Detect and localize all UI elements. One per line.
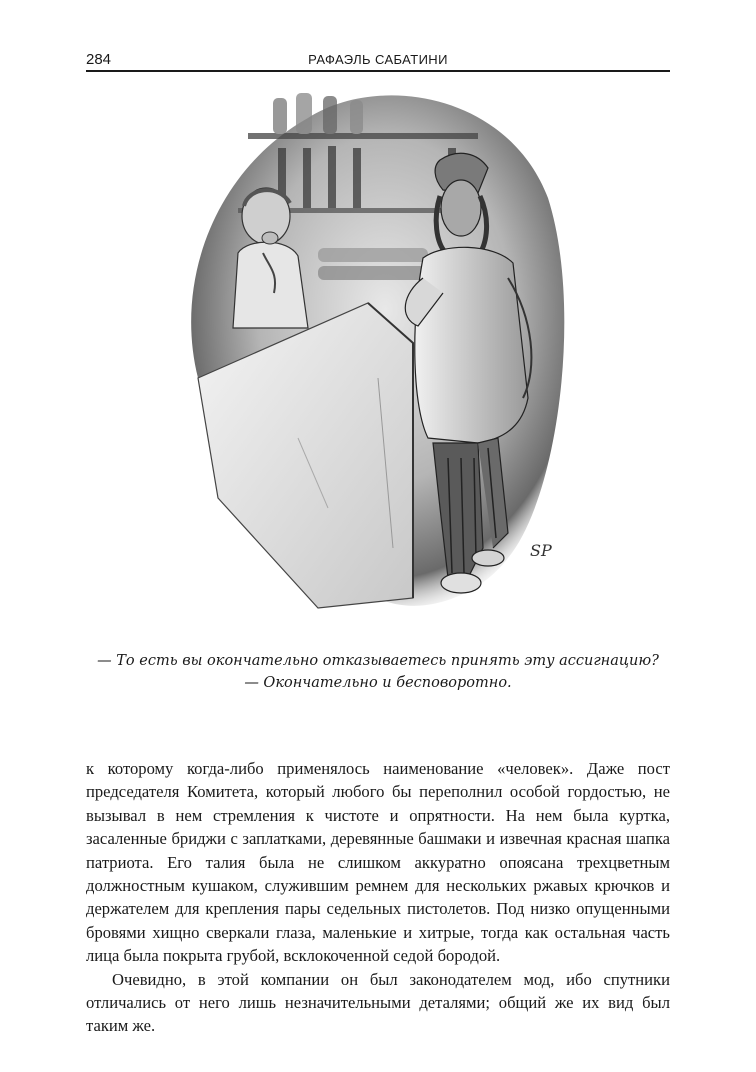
paragraph-1: к которому когда-либо применялось наименование «человек». Даже пост председателя Комитета, который любого бы переполнил особой гордостью, не вызывал в нем стремления к чистоте и опрятности. На нем была куртка, засаленные бриджи с заплатками, деревянные башмаки и извечная красная шапка патриота. Его талия была не слишком аккуратно опоясана трехцветным должностным кушаком, служившим ремнем для нескольких ржавых крючков и держателем для крепления пары седельных пистолетов. Под низко опущенными бровями хищно сверкали глаза, маленькие и хитрые, тогда как остальная часть лица была покрыта грубой, всклокоченной седой бородой. xyxy=(86,759,670,966)
body-text xyxy=(86,757,670,1038)
running-head xyxy=(86,48,670,72)
engraving-tavern-scene xyxy=(178,78,578,638)
illustration xyxy=(178,78,578,638)
book-title-header: РАФАЭЛЬ САБАТИНИ xyxy=(308,52,448,67)
paragraph-2: Очевидно, в этой компании он был законодателем мод, ибо спутники отличались от него лишь незначительными деталями; общий же их вид был таким же. xyxy=(86,969,670,1036)
page-number: 284 xyxy=(86,51,112,68)
caption-line-1: — То есть вы окончательно отказываетесь принять эту ассигнацию? xyxy=(97,653,659,669)
artist-signature: SP xyxy=(530,541,552,560)
illustration-caption xyxy=(86,650,670,694)
caption-line-2: — Окончательно и бесповоротно. xyxy=(244,675,512,691)
